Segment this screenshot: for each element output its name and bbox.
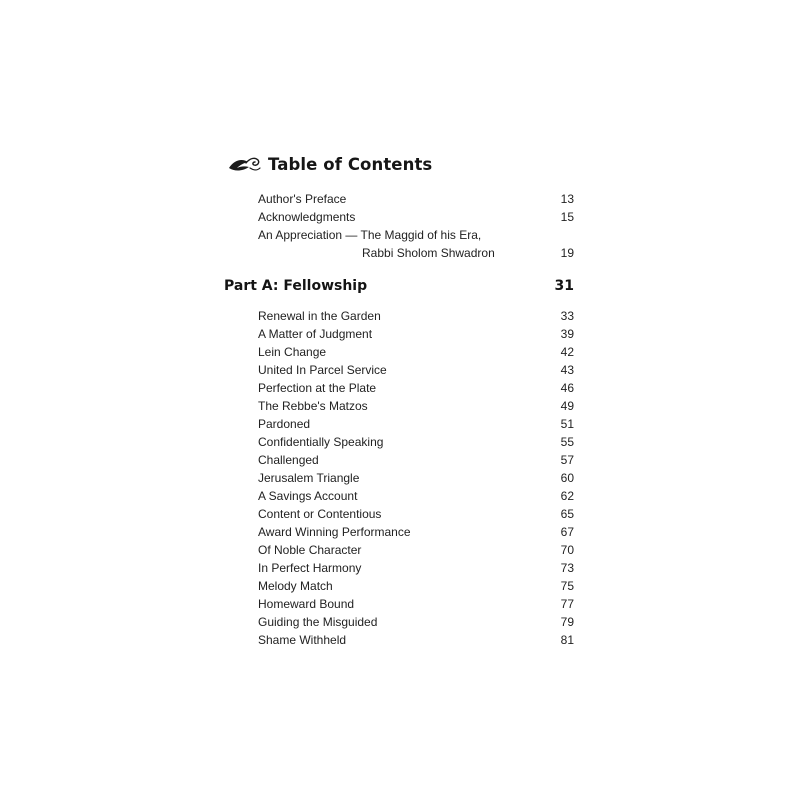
- toc-entry-page: 33: [560, 309, 574, 323]
- part-title: Part A: Fellowship: [224, 278, 368, 294]
- toc-entry-title: Homeward Bound: [258, 597, 355, 611]
- toc-entry[interactable]: [258, 559, 574, 577]
- toc-entry-title: Award Winning Performance: [258, 525, 411, 539]
- toc-entry-title: An Appreciation — The Maggid of his Era,: [258, 228, 482, 242]
- toc-entry-title: Content or Contentious: [258, 507, 382, 521]
- toc-entry-title: Acknowledgments: [258, 210, 356, 224]
- toc-entry-page: 55: [560, 435, 574, 449]
- toc-entry-title: Guiding the Misguided: [258, 615, 378, 629]
- toc-entry[interactable]: [258, 487, 574, 505]
- toc-entry-acknowledgments[interactable]: [258, 208, 574, 226]
- part-page: 31: [554, 278, 574, 294]
- toc-entry-title: Pardoned: [258, 417, 311, 431]
- toc-entry[interactable]: [258, 505, 574, 523]
- toc-entry-appreciation[interactable]: [258, 226, 574, 244]
- toc-entry[interactable]: [258, 361, 574, 379]
- toc-entry-page: 70: [560, 543, 574, 557]
- toc-entry[interactable]: [258, 451, 574, 469]
- toc-entry-title: Shame Withheld: [258, 633, 347, 647]
- toc-entry-title: Jerusalem Triangle: [258, 471, 360, 485]
- toc-entry-title: Confidentially Speaking: [258, 435, 384, 449]
- toc-entry-title: Perfection at the Plate: [258, 381, 377, 395]
- toc-entry-title: Lein Change: [258, 345, 327, 359]
- toc-entry-title: In Perfect Harmony: [258, 561, 362, 575]
- toc-entry[interactable]: [258, 523, 574, 541]
- toc-entry-page: 57: [560, 453, 574, 467]
- toc-entry[interactable]: [258, 541, 574, 559]
- toc-entry-page: 49: [560, 399, 574, 413]
- toc-entry-title: The Rebbe's Matzos: [258, 399, 368, 413]
- toc-entry-title: Author's Preface: [258, 192, 347, 206]
- toc-entry-page: 39: [560, 327, 574, 341]
- toc-entry-page: 43: [560, 363, 574, 377]
- toc-entry[interactable]: [258, 469, 574, 487]
- toc-entry[interactable]: [258, 343, 574, 361]
- toc-entry-appreciation-continued[interactable]: [258, 244, 574, 262]
- toc-entry-page: 60: [560, 471, 574, 485]
- toc-heading: [228, 150, 432, 178]
- toc-entry-title: Renewal in the Garden: [258, 309, 381, 323]
- part-heading[interactable]: [224, 275, 574, 297]
- toc-entry[interactable]: [258, 325, 574, 343]
- toc-entry-page: 65: [560, 507, 574, 521]
- toc-entry-page: 19: [560, 246, 574, 260]
- toc-entry[interactable]: [258, 397, 574, 415]
- toc-entry-page: 81: [560, 633, 574, 647]
- leaf-flourish-icon: [228, 154, 262, 174]
- toc-entry[interactable]: [258, 433, 574, 451]
- toc-entry-page: 46: [560, 381, 574, 395]
- toc-entry-page: 42: [560, 345, 574, 359]
- toc-entry-page: 15: [560, 210, 574, 224]
- toc-entry-title: United In Parcel Service: [258, 363, 387, 377]
- toc-entry-title: Challenged: [258, 453, 319, 467]
- toc-entry[interactable]: [258, 379, 574, 397]
- toc-entry-page: 77: [560, 597, 574, 611]
- toc-entry[interactable]: [258, 631, 574, 649]
- toc-entry-title: Melody Match: [258, 579, 333, 593]
- toc-entry[interactable]: [258, 613, 574, 631]
- toc-entry-title: A Matter of Judgment: [258, 327, 373, 341]
- toc-entry-page: 67: [560, 525, 574, 539]
- toc-entry[interactable]: [258, 415, 574, 433]
- toc-entry-title: Of Noble Character: [258, 543, 362, 557]
- toc-entry-authors-preface[interactable]: [258, 190, 574, 208]
- toc-entry[interactable]: [258, 577, 574, 595]
- toc-entry-page: 73: [560, 561, 574, 575]
- page-title: Table of Contents: [268, 154, 433, 174]
- toc-entry-page: 62: [560, 489, 574, 503]
- toc-entry-title: A Savings Account: [258, 489, 358, 503]
- toc-entry-page: 79: [560, 615, 574, 629]
- toc-entry-title: Rabbi Sholom Shwadron: [362, 246, 495, 260]
- toc-entry-page: 75: [560, 579, 574, 593]
- toc-entry[interactable]: [258, 307, 574, 325]
- toc-entry-page: 51: [560, 417, 574, 431]
- toc-entry-page: 13: [560, 192, 574, 206]
- toc-entry[interactable]: [258, 595, 574, 613]
